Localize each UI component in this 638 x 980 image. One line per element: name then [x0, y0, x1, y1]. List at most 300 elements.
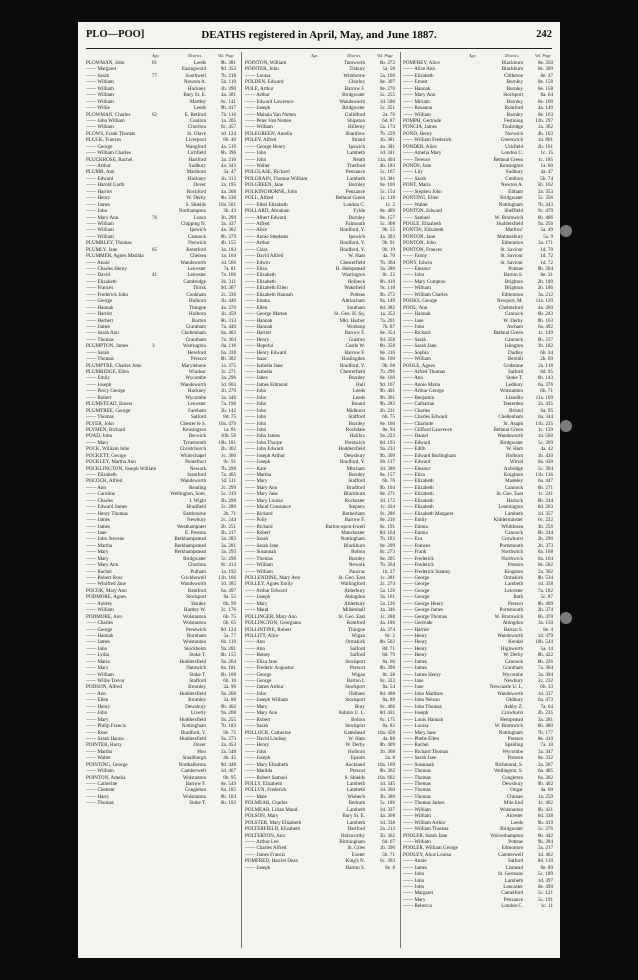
entry-name: —— Mary Ann — [403, 92, 436, 99]
entry-name: —— Harriet — [245, 330, 271, 337]
entry-volume-page: 8e. 169 — [380, 182, 395, 189]
entry-volume-page: 5c. 154 — [380, 188, 395, 195]
entry-district: Bury — [354, 703, 365, 710]
entry-volume-page: 5a. 100 — [380, 72, 395, 79]
entry-volume-page: 9b. 402 — [537, 781, 553, 787]
entry-name: —— Aubrey — [86, 600, 113, 607]
entry-district: Wycombe — [185, 394, 206, 401]
entry-volume-page: 8e. 309 — [538, 66, 553, 73]
entry-district: Richmond, S. — [495, 761, 523, 768]
entry-volume-page: 8d. 110 — [537, 858, 553, 865]
entry-name: —— Rachel — [86, 568, 112, 575]
entry-name: —— Mary — [86, 555, 109, 562]
entry-name: POOL, Ann — [403, 304, 428, 311]
entry-name: —— Edwin — [245, 259, 270, 266]
entry-volume-page: 11a. 120 — [535, 298, 553, 305]
entry-volume-page: 4b. 183 — [379, 163, 395, 169]
entry-volume-page: 8c. 457 — [221, 124, 236, 131]
entry-name: —— Robert Ross — [86, 575, 123, 581]
entry-name: —— George — [245, 678, 272, 684]
entry-district: Kensington — [182, 426, 206, 433]
entry-volume-page: 1d. 360 — [379, 787, 395, 794]
entry-district: Chorlton — [187, 562, 206, 569]
entry-name: PLOWMAN, John — [86, 60, 125, 66]
entry-age: 62 — [152, 111, 158, 118]
entry-name: —— Louisa — [403, 723, 429, 730]
entry-volume-page: 2b. 142 — [220, 407, 236, 414]
entry-name: —— Isabella — [245, 369, 273, 375]
entry-name: —— Henry — [245, 336, 270, 343]
entry-volume-page: 9d. 167 — [379, 381, 395, 388]
entry-volume-page: 4a. 88 — [382, 735, 395, 742]
entry-name: —— George — [86, 626, 113, 633]
entry-name: —— John — [403, 871, 425, 878]
entry-volume-page: 6b. 243 — [537, 311, 553, 318]
entry-name: —— William — [403, 813, 431, 820]
entry-volume-page: 4a. 382 — [221, 227, 236, 234]
entry-name: —— Winifred Jane — [86, 581, 126, 588]
entry-volume-page: 8b. 534 — [537, 575, 553, 581]
entry-name: —— Elizabeth Margaret — [403, 510, 454, 517]
entry-name: —— John James — [245, 433, 280, 440]
entry-volume-page: 7a. 405 — [221, 472, 236, 478]
entry-name: —— Henry — [403, 652, 428, 659]
entry-name: —— Sarah — [403, 336, 427, 343]
entry-volume-page: 6b. 71 — [540, 388, 553, 395]
entry-name: —— Hannah — [245, 323, 273, 330]
entry-district: Birmingham — [339, 838, 365, 845]
entry-district: Edmonton — [501, 291, 523, 298]
entry-district: Cambridge — [183, 278, 206, 285]
entry-district: Abingdon — [344, 594, 365, 601]
entry-name: —— Martha — [86, 542, 113, 549]
entry-name: —— Emma — [403, 523, 428, 530]
entry-district: Christchurch — [179, 446, 206, 453]
entry-district: Kingston — [504, 568, 523, 575]
entry-name: —— Polly — [245, 517, 268, 524]
entry-name: —— William — [403, 806, 431, 813]
entry-district: Preston — [507, 735, 523, 742]
entry-district: Burnley — [506, 79, 523, 86]
entry-district: Malmesbury — [497, 233, 523, 240]
entry-name: —— William — [86, 671, 114, 678]
entry-district: Blackburn — [343, 542, 365, 549]
entry-volume-page: 8e. 490 — [538, 884, 553, 890]
entry-district: Gateshead — [343, 729, 365, 736]
entry-district: Potteas — [508, 838, 523, 845]
entry-district: Prescot — [350, 665, 365, 672]
entry-volume-page: 3a. 293 — [221, 549, 236, 556]
entry-volume-page: 2a. 353 — [538, 188, 553, 195]
entry-name: —— Isaac — [245, 356, 267, 363]
entry-name: POOLE, Agnes — [403, 362, 435, 369]
entry-volume-page: 6c. 222 — [538, 517, 553, 524]
entry-volume-page: 1b. 27 — [382, 568, 395, 575]
entry-district: Wycombe — [185, 375, 206, 382]
entry-volume-page: 6b. 108 — [220, 671, 236, 678]
entry-district: Newark — [189, 465, 206, 472]
entry-name: —— John Matthew — [403, 690, 444, 697]
entry-name: —— Thomas — [86, 414, 114, 421]
entry-name: —— Annie Maria — [403, 381, 441, 388]
entry-volume-page: 3b. 311 — [220, 278, 236, 285]
entry-volume-page: 5a. 58 — [382, 66, 395, 73]
entry-district: Nottingham — [181, 723, 206, 730]
entry-name: —— Hannah — [403, 311, 431, 318]
entry-volume-page: 3a. 216 — [221, 156, 236, 163]
entry-volume-page: 8a. 430 — [538, 459, 553, 466]
entry-name: PONDS, Jane — [403, 163, 432, 169]
entry-volume-page: 8d. 193 — [379, 439, 395, 446]
entry-district: Chinses — [506, 793, 523, 800]
entry-name: —— Mary — [86, 665, 109, 672]
entry-district: Salford — [508, 369, 523, 375]
entry-district: Bethnal Green — [335, 195, 365, 202]
entry-district: Ipswich — [348, 233, 365, 240]
entry-name: POLSON, Mary — [245, 813, 279, 820]
entry-district: Wycombe — [502, 671, 523, 678]
entry-district: Wisbech — [347, 793, 365, 800]
entry-volume-page: 1c. 15 — [540, 150, 553, 157]
entry-district: Godstone — [503, 362, 523, 369]
entry-district: Dewsbury — [185, 703, 206, 710]
entry-volume-page: 8c. 175 — [380, 716, 395, 723]
entry-volume-page: 1d. 566 — [220, 259, 236, 266]
entry-district: Lambeth — [346, 819, 365, 826]
entry-volume-page: 6d. 338 — [537, 813, 553, 820]
entry-district: Stoke T. — [189, 652, 206, 659]
entry-volume-page: 2b. 161 — [537, 143, 553, 150]
entry-volume-page: 6b. 272 — [379, 60, 395, 66]
entry-volume-page: 8e. 160 — [380, 375, 395, 382]
entry-district: Portsmouth — [499, 607, 523, 614]
entry-volume-page: 4a. 368 — [380, 813, 395, 820]
entry-district: Hackney — [187, 85, 206, 92]
entry-district: Northwich — [501, 555, 523, 562]
entry-district: Strand — [351, 137, 365, 144]
column-heading — [245, 52, 395, 60]
entry-name: —— Elizabeth — [86, 472, 117, 478]
entry-name: —— Annie Stephens — [245, 233, 289, 240]
heading-district: District. — [347, 53, 361, 58]
entry-district: Knighton — [503, 472, 523, 478]
entry-district: Portsmouth — [499, 542, 523, 549]
entry-district: Barrow F. — [185, 781, 206, 787]
entry-volume-page: 8e. 216 — [380, 517, 395, 524]
entry-volume-page: 7a. 196 — [221, 401, 236, 408]
entry-name: —— Sarah Ann — [86, 330, 119, 337]
entry-volume-page: 4a. 47 — [540, 169, 553, 176]
entry-name: POOLEY, Alice Louisa — [403, 851, 451, 858]
entry-district: Cheltenham — [498, 414, 523, 421]
entry-name: —— George — [403, 581, 430, 588]
entry-name: POLLINGER, Mary Ann — [245, 613, 297, 620]
entry-name: POCK, William John — [86, 446, 130, 453]
entry-volume-page: 5c. 309 — [538, 439, 553, 446]
entry-district: Rotherham — [342, 510, 365, 517]
entry-district: Crickhowell — [180, 575, 206, 581]
entry-name: —— Mary — [86, 716, 109, 723]
entry-name: —— Emma — [403, 529, 428, 536]
entry-district: Worksop — [346, 323, 365, 330]
entry-volume-page: 5a. 47 — [223, 169, 236, 176]
entry-district: Auckland — [345, 761, 365, 768]
entry-district: Wolstanton — [182, 639, 206, 646]
entry-district: Fareham — [188, 407, 206, 414]
entry-name: —— Thomas — [403, 781, 431, 787]
entry-name: —— Henry — [403, 645, 428, 652]
entry-district: Bury St. E. — [342, 813, 365, 820]
entry-volume-page: 9b. 75 — [223, 729, 236, 736]
entry-volume-page: 5a. 77 — [223, 632, 236, 639]
entry-volume-page: 6b. 34 — [540, 349, 553, 356]
entry-district: Thetford — [347, 163, 365, 169]
entry-district: Burnley — [506, 98, 523, 105]
entry-name: —— James — [86, 523, 110, 530]
entry-name: —— Catherine — [86, 781, 118, 787]
entry-volume-page: 9b. 381 — [220, 60, 236, 66]
entry-name: —— Arthur — [86, 163, 111, 169]
entry-district: Sheffield — [504, 208, 523, 215]
entry-name: —— Henry — [403, 639, 428, 646]
entry-name: —— Isabella Jane — [245, 362, 283, 369]
entry-name: —— Charlotte — [403, 420, 434, 427]
entry-district: Tynemouth — [182, 439, 206, 446]
entry-volume-page: 9b. 19 — [382, 246, 395, 253]
entry-name: —— Edward — [403, 439, 431, 446]
entry-name: —— Henry — [245, 742, 270, 749]
entry-name: PLUMRIDGE, Ellen — [86, 369, 130, 375]
entry-name: —— Jane — [86, 529, 107, 536]
entry-volume-page: 9b. 68 — [382, 362, 395, 369]
entry-volume-page: 1c. 288 — [380, 613, 395, 620]
entry-volume-page: 3b. 43 — [223, 208, 236, 215]
entry-district: Lambeth — [504, 581, 523, 588]
entry-age: 76 — [152, 214, 158, 221]
entry-name: —— William — [86, 227, 114, 234]
entry-name: —— Rosanna — [403, 105, 433, 112]
entry-name: —— Harold Garth — [86, 182, 125, 189]
entry-name: —— Lydia — [86, 652, 110, 659]
entry-volume-page: 3a. 346 — [221, 394, 236, 401]
entry-volume-page: 7a. 10 — [540, 742, 553, 749]
entry-name: —— William — [86, 98, 114, 105]
entry-name: PONDER, Alice — [403, 143, 437, 150]
entry-volume-page: 8d. 431 — [379, 710, 395, 717]
entry-district: Lambeth — [346, 781, 365, 787]
entry-name: —— John — [245, 420, 267, 427]
entry-name: —— Daniel — [403, 433, 429, 440]
entry-district: Wirral — [509, 459, 523, 466]
entry-district: Chesterfield — [340, 369, 365, 375]
entry-volume-page: 8e. 316 — [380, 349, 395, 356]
entry-volume-page: 10a. 169 — [377, 761, 395, 768]
entry-name: —— Ann — [403, 375, 423, 382]
entry-volume-page: 8e. 271 — [380, 491, 395, 498]
entry-district: Barton-upon-Irwell — [325, 523, 365, 530]
entry-name: —— Joseph — [245, 594, 271, 601]
entry-district: Dewsbury — [502, 781, 523, 787]
entry-district: Clitheroe — [504, 72, 523, 79]
entry-volume-page: 1a. 259 — [538, 793, 553, 800]
entry-name: —— Ann — [86, 690, 106, 697]
entry-district: Halifax — [349, 433, 365, 440]
entry-volume-page: 4a. 393 — [380, 233, 395, 240]
entry-volume-page: 5c. 191 — [538, 896, 553, 903]
entry-district: Windsor — [188, 369, 206, 375]
entry-volume-page: 7b. 177 — [537, 729, 553, 736]
entry-district: Berwick — [188, 433, 206, 440]
entry-district: Northallerton — [178, 761, 206, 768]
entry-district: Thingoe — [189, 304, 206, 311]
entry-district: Salford — [350, 652, 365, 659]
entry-name: —— John — [245, 748, 267, 755]
entry-volume-page: 8a. 64 — [540, 92, 553, 99]
entry-name: —— Louis Hannah — [403, 716, 444, 723]
entry-volume-page: 8d. 79 — [382, 652, 395, 659]
entry-name: —— Charles Alfred — [245, 845, 287, 852]
entry-district: Burnley — [348, 182, 365, 189]
entry-name: —— Susannah — [403, 761, 434, 768]
entry-name: —— Arthur Edward — [245, 587, 287, 594]
entry-district: Chelsea — [189, 253, 206, 260]
entry-district: Madeley — [505, 478, 523, 485]
entry-district: Potteas — [350, 291, 365, 298]
entry-name: —— Sarah Jane — [245, 542, 279, 549]
entry-volume-page: 11b. 297 — [535, 117, 553, 124]
entry-district: King's N. — [345, 858, 365, 865]
entries-column-1 — [86, 52, 236, 948]
entry-district: Castle W. — [345, 343, 365, 350]
entry-name: POAD, John — [86, 433, 113, 440]
entry-district: Holbeck — [347, 278, 365, 285]
entry-district: Hillerny — [348, 124, 365, 131]
entry-name: —— Charles Edward — [403, 414, 448, 421]
entry-district: Holborn — [189, 311, 206, 318]
entry-volume-page: 6a. 344 — [538, 414, 553, 421]
entry-district: Lancaster — [503, 884, 523, 890]
entry-name: —— Eliza — [245, 266, 267, 272]
entry-district: Cannock — [504, 484, 523, 491]
entry-district: Llandilo — [505, 394, 523, 401]
entry-name: —— James — [403, 864, 427, 871]
entry-name: —— Mary — [245, 703, 268, 710]
entry-volume-page: 8a. 82 — [382, 723, 395, 730]
entry-district: St. Olave — [187, 130, 206, 137]
entry-volume-page: 2c. 299 — [221, 484, 236, 491]
entry-district: Stockport — [503, 92, 523, 99]
entry-district: Leicester — [504, 587, 523, 594]
entry-district: Stafford — [189, 678, 206, 684]
entry-volume-page: 1a. 375 — [221, 362, 236, 369]
entry-district: Barton S. — [345, 864, 365, 871]
entry-name: —— James — [403, 665, 427, 672]
entry-name: POLEY, Alfred — [245, 137, 277, 144]
entry-volume-page: 7a. 440 — [221, 323, 236, 330]
entry-volume-page: 8b. 238 — [220, 195, 236, 202]
entry-district: Burnley — [348, 420, 365, 427]
entry-volume-page: 6b. 358 — [379, 343, 395, 350]
entry-volume-page: 1a. 60 — [540, 163, 553, 169]
entry-name: PODMORE, Ann — [86, 613, 122, 620]
entry-volume-page: 7a. 364 — [538, 665, 553, 672]
entry-volume-page: 6a. 405 — [538, 768, 553, 775]
entry-district: Mitcham — [346, 465, 365, 472]
entry-name: —— Annie — [403, 858, 427, 865]
entry-district: Barrow F. — [344, 349, 365, 356]
entry-district: Bridgwater — [500, 439, 523, 446]
entry-volume-page: 5c. 298 — [221, 555, 236, 562]
entry-name: POLLY, Elizabeth — [245, 781, 283, 787]
entry-district: Berkhampstead — [174, 536, 206, 543]
entry-district: Dover — [193, 742, 206, 749]
entry-name: PONY, Edwin — [403, 259, 433, 266]
entry-volume-page: 2b. 189 — [537, 278, 553, 285]
entry-name: —— James — [403, 658, 427, 665]
entry-name: —— Ellen — [86, 697, 109, 704]
entry-district: Stockport — [345, 658, 365, 665]
entry-volume-page: 9a. 264 — [221, 658, 236, 665]
entry-volume-page: 8a. 116 — [221, 343, 236, 350]
entry-name: —— Sarah — [86, 72, 110, 79]
entry-volume-page: 8a. 168 — [538, 549, 553, 556]
entry-volume-page: 8e. 157 — [380, 214, 395, 221]
entry-volume-page: 8e. 157 — [380, 472, 395, 478]
entry-name: —— Hannah — [86, 632, 114, 639]
entry-volume-page: 9b. 402 — [220, 703, 236, 710]
entry-volume-page: 4a. 374 — [380, 626, 395, 633]
entry-name: POLLEY, Agnes Emily — [245, 581, 293, 588]
entry-district: Tenterden — [502, 401, 523, 408]
entry-volume-page: 7b. 116 — [220, 111, 236, 118]
entry-volume-page: 6b. 75 — [382, 414, 395, 421]
entry-district: Barrow F. — [344, 85, 365, 92]
entry-name: —— Joseph William — [245, 697, 288, 704]
entry-district: Burnham — [187, 632, 206, 639]
entry-name: —— Eleanor — [403, 465, 431, 472]
entry-volume-page: 9b. 283 — [379, 401, 395, 408]
entry-name: —— William — [86, 233, 114, 240]
entry-name: —— James Henry — [403, 671, 441, 678]
entry-name: —— Mary Ann — [245, 484, 278, 491]
entry-name: POLLINGTON, Georgiana — [245, 620, 301, 627]
entry-district: Eltham — [508, 188, 523, 195]
entry-name: —— Walter — [245, 163, 270, 169]
entry-district: Cannock — [504, 529, 523, 536]
entry-volume-page: 11a. 109 — [535, 394, 553, 401]
entry-district: Hackney — [187, 175, 206, 182]
entry-name: —— Fanny — [403, 253, 428, 260]
entry-district: Midhurst — [346, 407, 365, 414]
entry-district: Smallburgh — [182, 755, 206, 762]
entry-volume-page: 8e. 307 — [380, 79, 395, 86]
entry-name: —— Catharine — [403, 401, 435, 408]
entry-name: —— Mahala Van Notten — [245, 111, 296, 118]
entry-name: —— Stephen John — [403, 188, 442, 195]
entry-name: —— John Nelson — [403, 697, 440, 704]
entry-district: Lambeth — [504, 877, 523, 884]
entry-district: Bethnal Green — [493, 156, 523, 163]
entry-district: Wigan — [351, 632, 365, 639]
entry-district: Marylebone — [181, 362, 206, 369]
entry-volume-page: 6b. 110 — [220, 639, 236, 646]
entry-district: Hempstead — [500, 716, 523, 723]
entry-district: Penzance — [503, 896, 523, 903]
entry-district: Wolstanton — [499, 388, 523, 395]
entry-name: —— Arthur George — [403, 388, 444, 395]
entry-district: Westhampnett — [176, 523, 206, 530]
entry-name: —— Rebecca — [403, 903, 432, 910]
